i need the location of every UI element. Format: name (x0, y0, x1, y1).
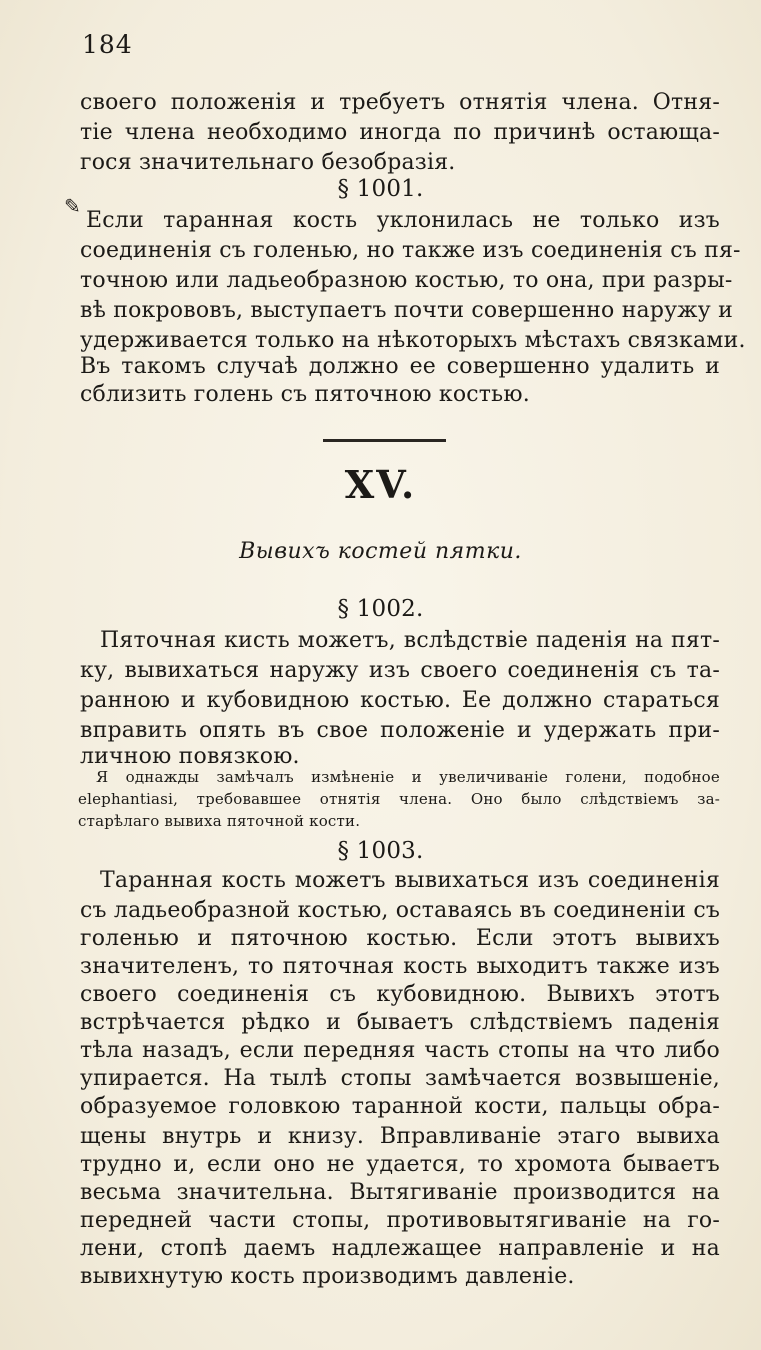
section-divider (323, 439, 446, 442)
text-line: ранною и кубовидною костью. Ее должно стараться (80, 688, 720, 713)
text-line: соединенія съ голенью, но также изъ соединенія съ пя- (80, 238, 741, 263)
chapter-title: Вывихъ костей пятки. (239, 539, 522, 564)
section-heading: § 1002. (337, 596, 424, 622)
text-line: тѣла назадъ, если передняя часть стопы на что либо (80, 1038, 720, 1063)
text-line: сблизить голень съ пяточною костью. (80, 382, 530, 407)
text-line: своего соединенія съ кубовидною. Вывихъ этотъ (80, 982, 720, 1007)
section-heading: § 1003. (337, 838, 424, 864)
note-line: elephantiasi, требовавшее отнятія члена. Оно было слѣдствіемъ за- (78, 790, 720, 808)
text-line: Въ такомъ случаѣ должно ее совершенно удалить и (80, 354, 720, 379)
text-line: Если таранная кость уклонилась не только изъ (86, 208, 720, 233)
section-heading: § 1001. (337, 176, 424, 202)
text-line: образуемое головкою таранной кости, пальцы обра- (80, 1094, 720, 1119)
text-line: голенью и пяточною костью. Если этотъ вывихъ (80, 926, 720, 951)
margin-mark-icon: ✎ (64, 194, 81, 218)
text-line: съ ладьеобразной костью, оставаясь въ соединеніи съ (80, 898, 721, 923)
text-line: упирается. На тылѣ стопы замѣчается возвышеніе, (80, 1066, 720, 1091)
text-line: весьма значительна. Вытягиваніе производится на (80, 1180, 720, 1205)
note-line: Я однажды замѣчалъ измѣненіе и увеличиваніе голени, подобное (96, 768, 720, 786)
text-line: передней части стопы, противовытягиваніе на го- (80, 1208, 720, 1233)
text-line: Пяточная кисть можетъ, вслѣдствіе паденія на пят- (100, 628, 720, 653)
text-line: удерживается только на нѣкоторыхъ мѣстахъ связками. (80, 328, 746, 353)
chapter-number: XV. (344, 462, 417, 507)
text-line: вывихнутую кость производимъ давленіе. (80, 1264, 575, 1289)
text-line: ку, вывихаться наружу изъ своего соединенія съ та- (80, 658, 720, 683)
text-line: щены внутрь и книзу. Вправливаніе этаго вывиха (80, 1124, 720, 1149)
text-line: вѣ покрововъ, выступаетъ почти совершенно наружу и (80, 298, 733, 323)
note-line: старѣлаго вывиха пяточной кости. (78, 812, 361, 830)
text-line: вправить опять въ свое положеніе и удержать при- (80, 718, 720, 743)
page-number: 184 (82, 30, 133, 59)
text-line: Таранная кость можетъ вывихаться изъ соединенія (100, 868, 720, 893)
text-line: личною повязкою. (80, 744, 300, 769)
text-line: лени, стопѣ даемъ надлежащее направленіе и на (80, 1236, 720, 1261)
text-line: своего положенія и требуетъ отнятія члена. Отня- (80, 90, 720, 115)
text-line: трудно и, если оно не удается, то хромота бываетъ (80, 1152, 720, 1177)
text-line: значителенъ, то пяточная кость выходитъ также изъ (80, 954, 720, 979)
text-line: встрѣчается рѣдко и бываетъ слѣдствіемъ паденія (80, 1010, 720, 1035)
text-line: тіе члена необходимо иногда по причинѣ остающа- (80, 120, 720, 145)
text-line: точною или ладьеобразною костью, то она, при разры- (80, 268, 733, 293)
text-line: гося значительнаго безобразія. (80, 150, 456, 175)
